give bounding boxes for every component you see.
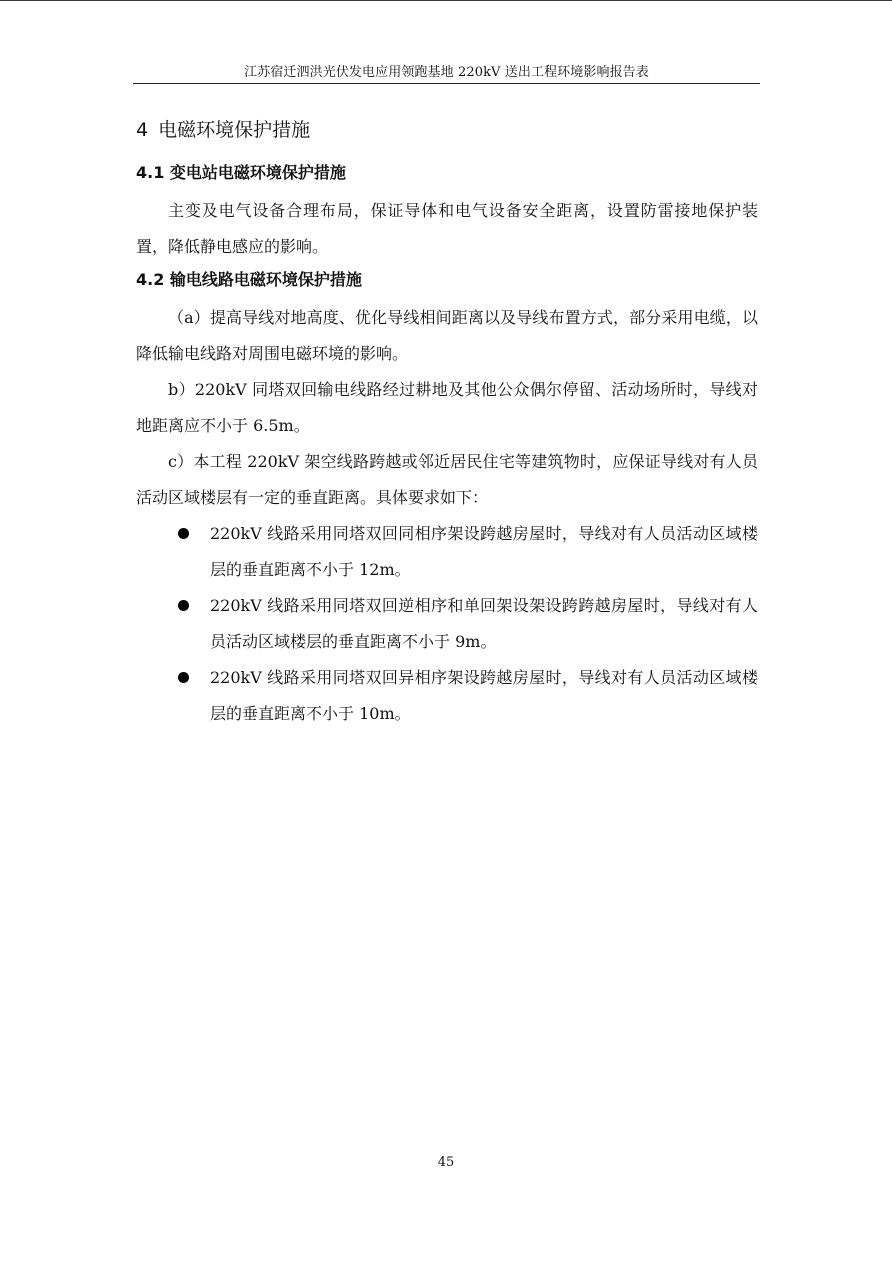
requirements-list	[136, 516, 758, 732]
running-header: 江苏宿迁泗洪光伏发电应用领跑基地 220kV 送出工程环境影响报告表	[244, 65, 649, 80]
list-item	[136, 660, 758, 732]
list-item-text: 220kV 线路采用同塔双回同相序架设跨越房屋时，导线对有人员活动区域楼层的垂直距离不小于 12m。	[210, 524, 758, 579]
document-body	[136, 115, 758, 732]
section-title: 电磁环境保护措施	[158, 119, 311, 141]
paragraph: 主变及电气设备合理布局，保证导体和电气设备安全距离，设置防雷接地保护装置，降低静电感应的影响。	[136, 201, 758, 256]
list-item	[136, 588, 758, 660]
section-number: 4	[136, 119, 149, 141]
page-number: 45	[437, 1155, 455, 1170]
paragraph: c）本工程 220kV 架空线路跨越或邻近居民住宅等建筑物时，应保证导线对有人员活动区域楼层有一定的垂直距离。具体要求如下：	[136, 452, 758, 507]
paragraph: b）220kV 同塔双回输电线路经过耕地及其他公众偶尔停留、活动场所时，导线对地距离应不小于 6.5m。	[136, 380, 758, 435]
list-item-text: 220kV 线路采用同塔双回逆相序和单回架设架设跨跨越房屋时，导线对有人员活动区域楼层的垂直距离不小于 9m。	[210, 596, 758, 651]
page-top-border	[0, 0, 892, 1]
bullet-icon	[178, 672, 189, 683]
bullet-icon	[178, 600, 189, 611]
list-item-text: 220kV 线路采用同塔双回异相序架设跨越房屋时，导线对有人员活动区域楼层的垂直距离不小于 10m。	[210, 668, 758, 723]
subsection-heading-4-2: 4.2 输电线路电磁环境保护措施	[136, 270, 362, 289]
paragraph: （a）提高导线对地高度、优化导线相间距离以及导线布置方式，部分采用电缆，以降低输电线路对周围电磁环境的影响。	[136, 308, 758, 363]
list-item	[136, 516, 758, 588]
subsection-heading-4-1: 4.1 变电站电磁环境保护措施	[136, 163, 346, 182]
bullet-icon	[178, 528, 189, 539]
header-rule	[133, 83, 760, 84]
section-heading	[136, 115, 758, 145]
